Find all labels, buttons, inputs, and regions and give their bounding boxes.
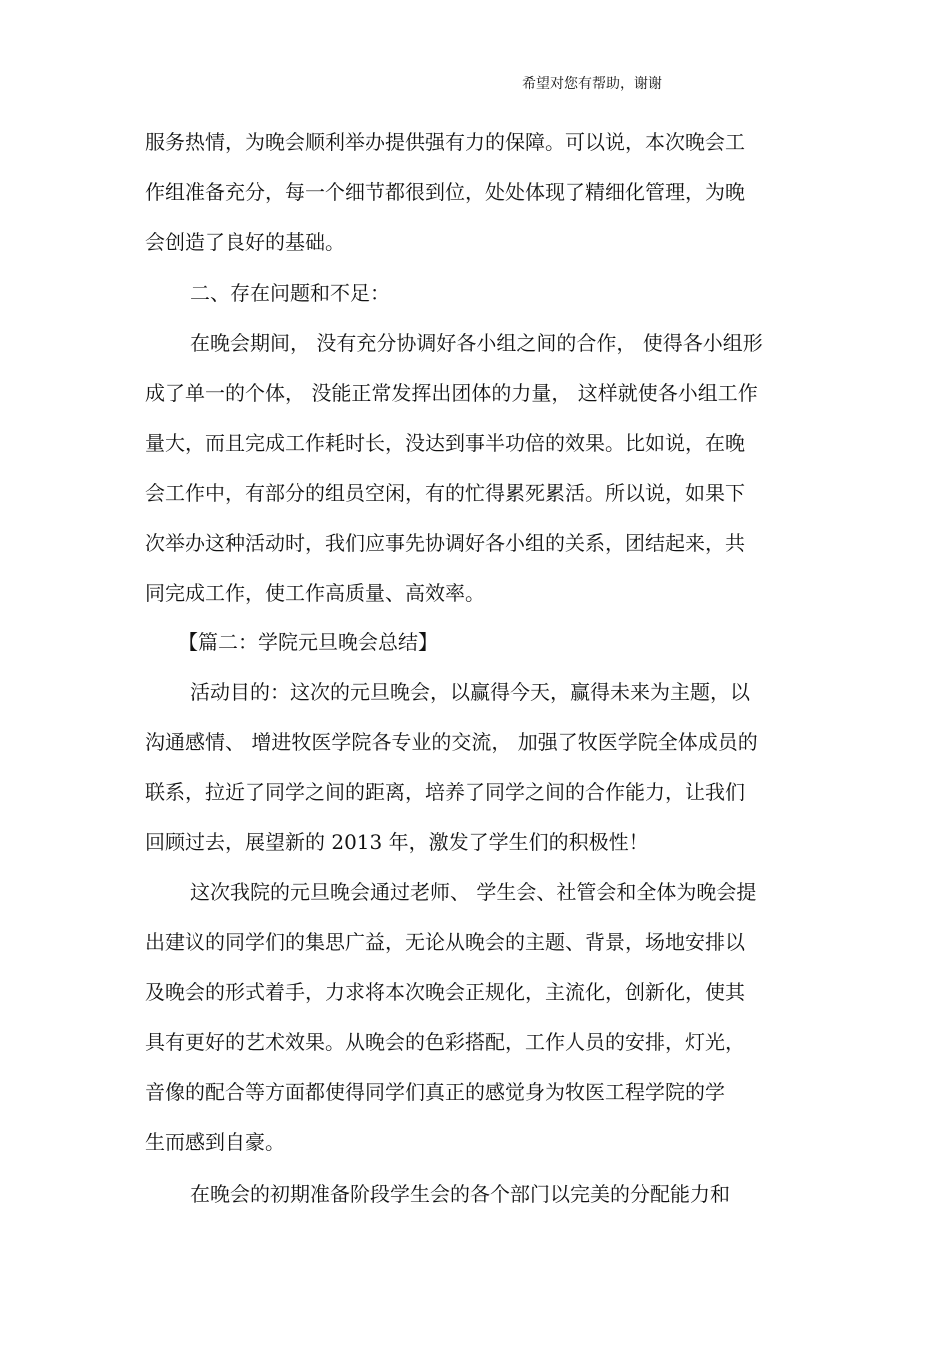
body-line: 活动目的：这次的元旦晚会，以赢得今天，赢得未来为主题，以 — [190, 680, 750, 704]
body-line: 次举办这种活动时，我们应事先协调好各小组的关系，团结起来，共 — [145, 531, 745, 555]
body-line: 作组准备充分，每一个细节都很到位，处处体现了精细化管理，为晚 — [145, 180, 745, 204]
body-line: 会工作中，有部分的组员空闲，有的忙得累死累活。所以说，如果下 — [145, 481, 745, 505]
body-line: 这次我院的元旦晚会通过老师、 学生会、社管会和全体为晚会提 — [190, 880, 757, 904]
body-line: 服务热情，为晚会顺利举办提供强有力的保障。可以说，本次晚会工 — [145, 130, 745, 154]
body-line: 在晚会的初期准备阶段学生会的各个部门以完美的分配能力和 — [190, 1182, 730, 1206]
body-line: 具有更好的艺术效果。从晚会的色彩搭配，工作人员的安排，灯光， — [145, 1030, 745, 1054]
body-line: 沟通感情、 增进牧医学院各专业的交流， 加强了牧医学院全体成员的 — [145, 730, 758, 754]
body-line: 会创造了良好的基础。 — [145, 230, 345, 254]
body-line: 在晚会期间， 没有充分协调好各小组之间的合作， 使得各小组形 — [190, 331, 763, 355]
section-title: 【篇二：学院元旦晚会总结】 — [178, 630, 438, 654]
body-line: 同完成工作，使工作高质量、高效率。 — [145, 581, 485, 605]
body-line: 量大，而且完成工作耗时长，没达到事半功倍的效果。比如说，在晚 — [145, 431, 745, 455]
section-heading: 二、存在问题和不足： — [190, 281, 390, 305]
page-header: 希望对您有帮助，谢谢 — [522, 76, 662, 92]
body-line: 生而感到自豪。 — [145, 1130, 285, 1154]
body-line: 回顾过去，展望新的 2013 年，激发了学生们的积极性！ — [145, 830, 649, 854]
body-line: 出建议的同学们的集思广益，无论从晚会的主题、背景，场地安排以 — [145, 930, 745, 954]
body-line: 成了单一的个体， 没能正常发挥出团体的力量， 这样就使各小组工作 — [145, 381, 758, 405]
body-line: 及晚会的形式着手，力求将本次晚会正规化，主流化，创新化，使其 — [145, 980, 745, 1004]
body-line: 音像的配合等方面都使得同学们真正的感觉身为牧医工程学院的学 — [145, 1080, 725, 1104]
body-line: 联系，拉近了同学之间的距离，培养了同学之间的合作能力，让我们 — [145, 780, 745, 804]
